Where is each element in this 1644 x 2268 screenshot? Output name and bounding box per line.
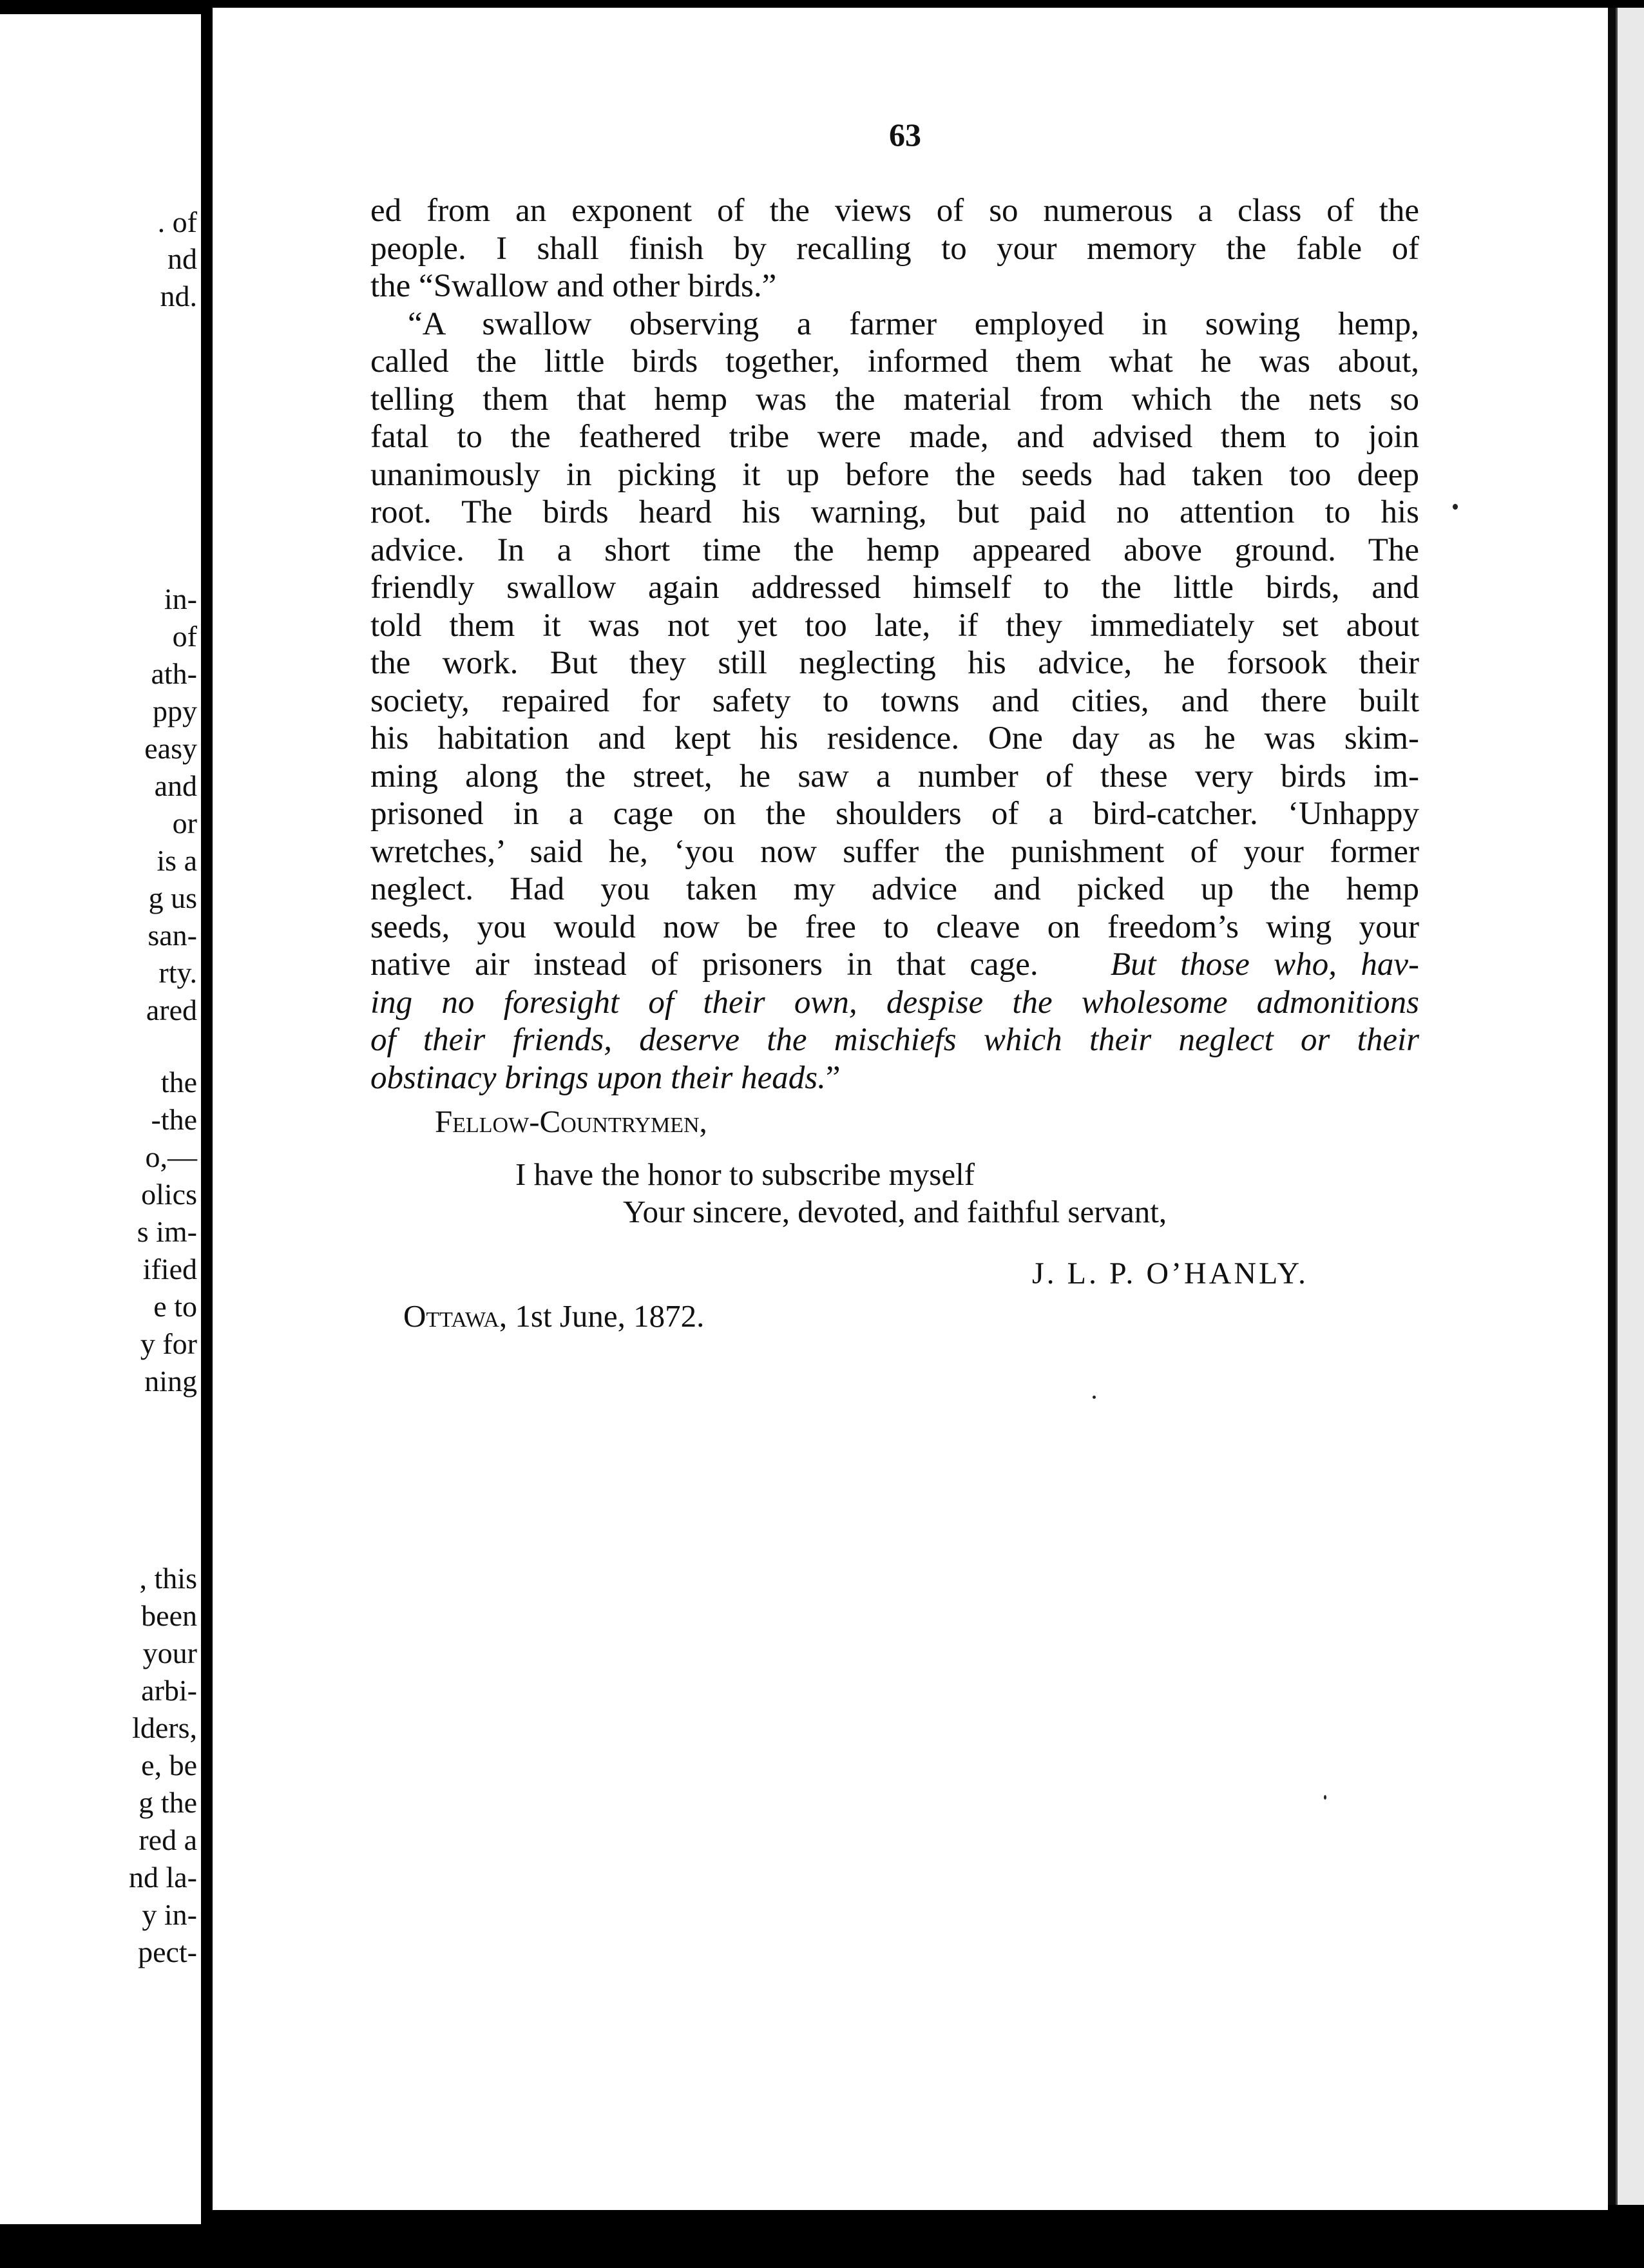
left-page-fragment: or [172, 807, 197, 840]
left-page-fragment: y for [140, 1327, 197, 1360]
text-line: fatal to the feathered tribe were made, and advised them to join [370, 419, 1419, 455]
text-line: advice. In a short time the hemp appeared above ground. The [370, 532, 1419, 568]
scan-speck [1453, 504, 1458, 510]
left-page-fragment: o,— [145, 1140, 197, 1173]
left-page-fragment: g the [139, 1786, 197, 1819]
left-facing-page [0, 14, 201, 2224]
text-line: the “Swallow and other birds.” [370, 268, 777, 304]
text-line: neglect. Had you taken my advice and picked up the hemp [370, 871, 1419, 907]
text-line [370, 946, 1419, 984]
text-line: telling them that hemp was the material from which the nets so [370, 381, 1419, 418]
left-page-fragment: ified [142, 1253, 197, 1285]
right-page [213, 8, 1608, 2210]
left-page-fragment: , this [139, 1562, 197, 1595]
left-page-fragment: y in- [142, 1898, 197, 1931]
left-page-fragment: ning [144, 1365, 197, 1398]
text-line: told them it was not yet too late, if they immediately set about [370, 607, 1419, 644]
left-page-fragment: ath- [151, 657, 197, 690]
left-page-fragment: your [142, 1637, 197, 1669]
scan-speck [1324, 1795, 1326, 1800]
left-page-fragment: ared [146, 994, 197, 1026]
left-page-fragment: -the [151, 1103, 197, 1136]
closing-line: I have the honor to subscribe myself [515, 1157, 975, 1192]
salutation: Fellow-Countrymen, [435, 1104, 707, 1139]
signature: J. L. P. O’HANLY. [1032, 1256, 1309, 1291]
text-line: “A swallow observing a farmer employed in sowing hemp, [408, 305, 1419, 342]
place: Ottawa, [403, 1298, 508, 1334]
left-page-fragment: red a [139, 1823, 197, 1856]
left-page-fragment: rty. [158, 956, 197, 989]
text-line: ming along the street, he saw a number of these very birds im- [370, 758, 1419, 794]
text-line [370, 1021, 1419, 1059]
text-line: prisoned in a cage on the shoulders of a bird-catcher. ‘Unhappy [370, 796, 1419, 832]
closing-line: Your sincere, devoted, and faithful servant, [623, 1194, 1167, 1229]
closing-quote: ” [825, 1059, 841, 1096]
left-page-fragment: s im- [137, 1215, 197, 1248]
text-line: the work. But they still neglecting his advice, he forsook their [370, 645, 1419, 681]
body-text [370, 192, 1419, 1097]
text-line: society, repaired for safety to towns and cities, and there built [370, 682, 1419, 719]
text-line-italic: obstinacy brings upon their heads. [370, 1059, 826, 1096]
left-page-fragment: arbi- [141, 1674, 197, 1707]
place-and-date [403, 1298, 704, 1334]
left-page-fragment: ppy [153, 695, 197, 727]
left-page-fragment: pect- [138, 1936, 197, 1968]
text-line: ed from an exponent of the views of so numerous a class of the [370, 193, 1419, 229]
left-page-fragment: e, be [141, 1749, 197, 1782]
scan-speck [1093, 1396, 1096, 1399]
left-page-fragment: san- [148, 919, 197, 952]
left-page-fragment: g us [148, 881, 197, 914]
text-line: his habitation and kept his residence. One day as he was skim- [370, 720, 1419, 756]
text-line-italic: of their friends, deserve the mischiefs which their neglect or their [370, 1022, 1419, 1058]
left-page-fragment: nd [167, 242, 197, 275]
text-line-italic: ing no foresight of their own, despise the wholesome admonitions [370, 984, 1419, 1021]
text-line: unanimously in picking it up before the seeds had taken too deep [370, 456, 1419, 493]
left-page-fragment: . of [157, 206, 197, 238]
left-page-fragment: of [172, 620, 197, 653]
text-line-roman: native air instead of prisoners in that cage. [370, 947, 1038, 983]
date: 1st June, 1872. [515, 1298, 705, 1334]
text-line: friendly swallow again addressed himself to the little birds, and [370, 570, 1419, 606]
page-number: 63 [889, 117, 921, 153]
left-page-fragment: easy [144, 732, 197, 765]
text-line [370, 1059, 1419, 1097]
book-gutter [201, 0, 213, 2268]
left-page-fragment: and [154, 769, 197, 802]
text-line [370, 984, 1419, 1022]
left-page-fragment: the [160, 1066, 197, 1099]
text-line: called the little birds together, informed them what he was about, [370, 343, 1419, 380]
next-page-edge [1616, 8, 1644, 2205]
text-line: people. I shall finish by recalling to your memory the fable of [370, 230, 1419, 267]
left-page-fragment: e to [153, 1290, 197, 1323]
left-page-fragment: olics [141, 1178, 197, 1211]
text-line: root. The birds heard his warning, but paid no attention to his [370, 494, 1419, 530]
text-line-italic: But those who, hav- [1110, 947, 1419, 983]
left-page-fragment: lders, [132, 1711, 197, 1744]
left-page-fragment: is a [157, 844, 197, 877]
text-line: seeds, you would now be free to cleave on freedom’s wing your [370, 908, 1419, 945]
left-page-fragment: in- [164, 582, 197, 615]
left-page-fragment: nd. [160, 280, 197, 312]
page-edge [1608, 8, 1616, 2205]
left-page-fragment: nd la- [128, 1861, 197, 1894]
left-page-fragment: been [141, 1599, 197, 1632]
text-line: wretches,’ said he, ‘you now suffer the punishment of your former [370, 833, 1419, 870]
